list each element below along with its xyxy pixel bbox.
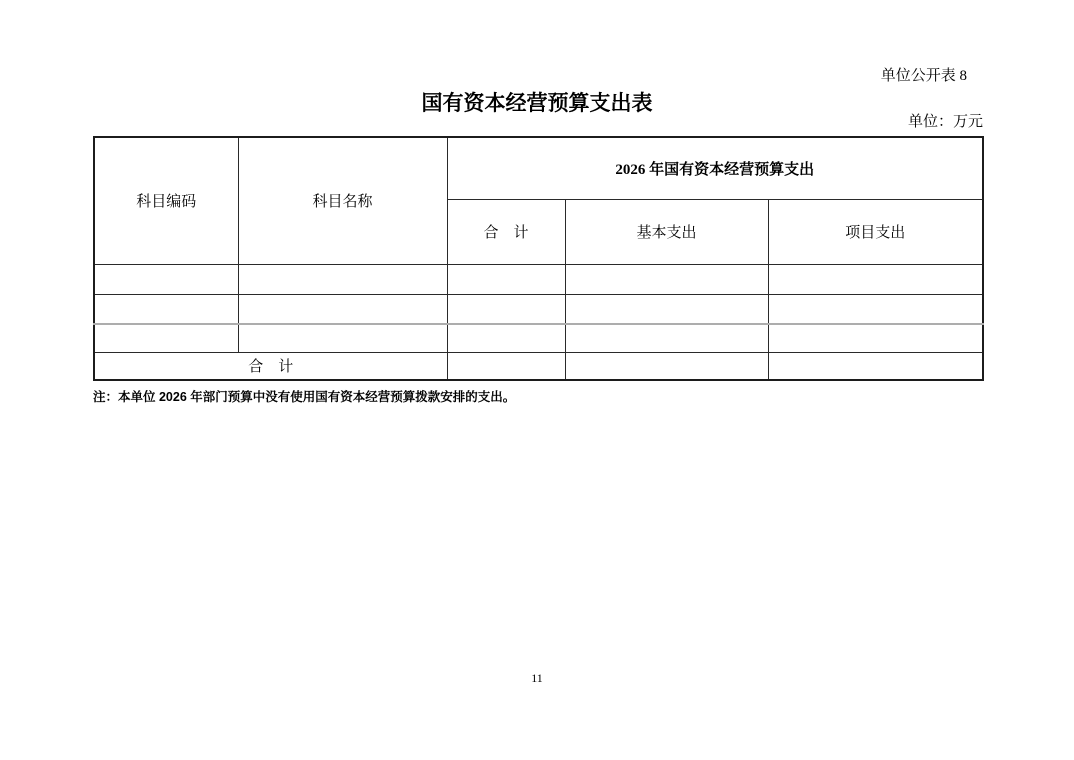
page-title: 国有资本经营预算支出表 [421,91,653,115]
table-cell [768,294,983,324]
table-cell [768,264,983,294]
header-budget-group: 2026 年国有资本经营预算支出 [447,137,983,199]
table-cell [238,294,447,324]
table-cell [94,264,238,294]
total-row-project-cell [768,352,983,380]
table-cell [94,324,238,352]
total-row-label: 合 计 [94,352,447,380]
table-cell [565,324,768,352]
table-cell [768,324,983,352]
doc-public-table-label: 单位公开表 8 [880,68,967,84]
table-cell [447,264,565,294]
table-cell [565,264,768,294]
total-row-basic-cell [565,352,768,380]
footnote: 注：本单位 2026 年部门预算中没有使用国有资本经营预算拨款安排的支出。 [93,390,516,404]
table-cell [565,294,768,324]
table-total-row [94,352,983,380]
table-cell [94,294,238,324]
header-subject-name: 科目名称 [238,137,447,264]
unit-of-measure-label: 单位：万元 [907,114,983,130]
table-row [94,264,983,294]
table-row [94,294,983,324]
header-total: 合 计 [447,199,565,264]
table-cell [238,324,447,352]
total-row-total-cell [447,352,565,380]
table-header-row-top [94,137,983,199]
header-subject-code: 科目编码 [94,137,238,264]
table-cell [238,264,447,294]
table-cell [447,324,565,352]
page-number: 11 [531,671,543,685]
table-row [94,324,983,352]
header-project-expenditure: 项目支出 [768,199,983,264]
budget-expenditure-table [93,136,984,381]
header-basic-expenditure: 基本支出 [565,199,768,264]
table-cell [447,294,565,324]
